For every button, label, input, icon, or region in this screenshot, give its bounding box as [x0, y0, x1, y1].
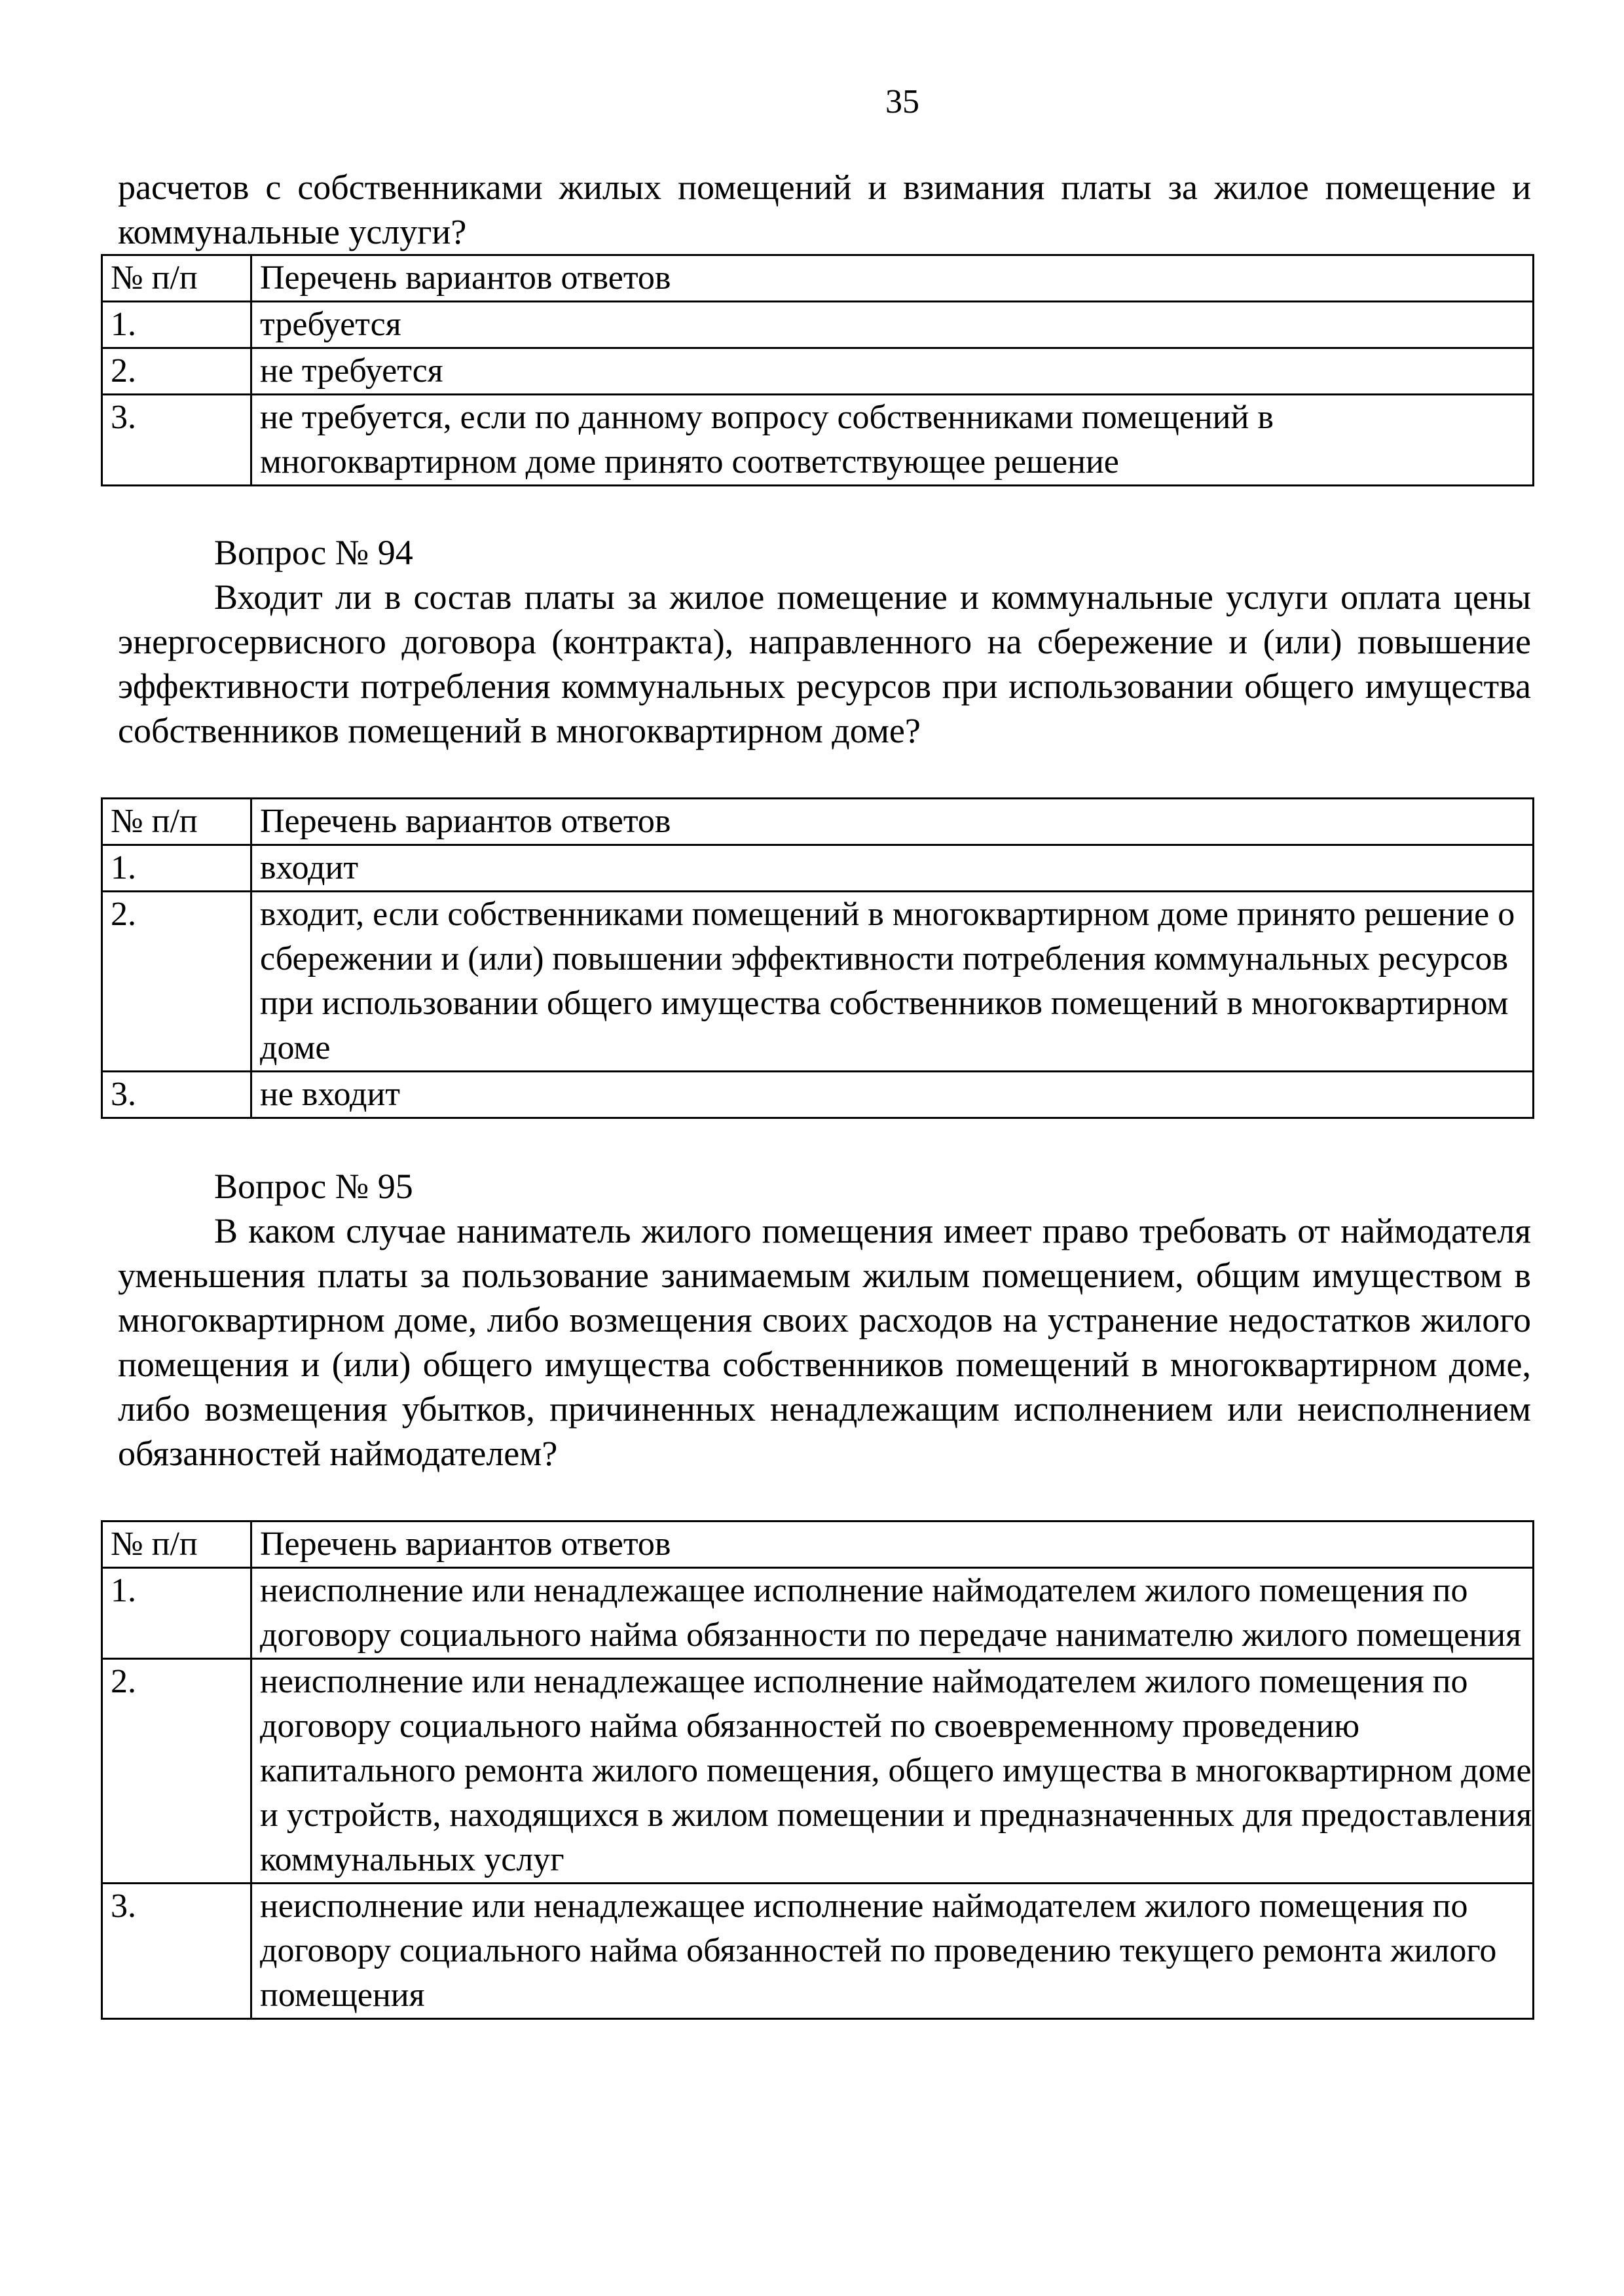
answer-option: не входит [251, 1072, 1534, 1118]
table-row [102, 1568, 1534, 1659]
answers-table-q93 [101, 254, 1534, 486]
intro-paragraph: расчетов с собственниками жилых помещений и взимания платы за жилое помещение и коммунальные услуги? [118, 168, 1531, 251]
answers-table-q95 [101, 1520, 1534, 2020]
table-row [102, 1072, 1534, 1118]
question-94-title: Вопрос № 94 [214, 533, 413, 572]
answer-option: не требуется, если по данному вопросу собственниками помещений в многоквартирном доме принято соответствующее решение [251, 395, 1534, 486]
table-row [102, 1659, 1534, 1884]
column-header-answers: Перечень вариантов ответов [251, 1522, 1534, 1568]
column-header-answers: Перечень вариантов ответов [251, 799, 1534, 845]
answers-table-q94 [101, 797, 1534, 1119]
answer-option: неисполнение или ненадлежащее исполнение наймодателем жилого помещения по договору социального найма обязанностей по своевременному проведению капитального ремонта жилого помещения, общего имущества в многоквартирном доме и устройств, находящихся в жилом помещении и предназначенных для предоставления коммунальных услуг [251, 1659, 1534, 1884]
answer-option: не требуется [251, 348, 1534, 395]
row-number: 1. [102, 845, 251, 892]
table-header-row [102, 255, 1534, 302]
table-row [102, 302, 1534, 348]
row-number: 1. [102, 302, 251, 348]
row-number: 3. [102, 1884, 251, 2019]
row-number: 3. [102, 395, 251, 486]
answer-option: требуется [251, 302, 1534, 348]
row-number: 2. [102, 1659, 251, 1884]
question-94-text: Входит ли в состав платы за жилое помещение и коммунальные услуги оплата цены энергосервисного договора (контракта), направленного на сбережение и (или) повышение эффективности потребления коммунальных ресурсов при использовании общего имущества собственников помещений в многоквартирном доме? [118, 577, 1531, 750]
table-row [102, 395, 1534, 486]
table-header-row [102, 1522, 1534, 1568]
table-row [102, 845, 1534, 892]
column-header-answers: Перечень вариантов ответов [251, 255, 1534, 302]
column-header-number: № п/п [102, 799, 251, 845]
table-row [102, 348, 1534, 395]
row-number: 3. [102, 1072, 251, 1118]
column-header-number: № п/п [102, 1522, 251, 1568]
row-number: 2. [102, 348, 251, 395]
answer-option: неисполнение или ненадлежащее исполнение наймодателем жилого помещения по договору социального найма обязанности по передаче нанимателю жилого помещения [251, 1568, 1534, 1659]
column-header-number: № п/п [102, 255, 251, 302]
table-header-row [102, 799, 1534, 845]
answer-option: входит, если собственниками помещений в многоквартирном доме принято решение о сбережении и (или) повышении эффективности потребления коммунальных ресурсов при использовании общего имущества собственников помещений в многоквартирном доме [251, 892, 1534, 1072]
answer-option: входит [251, 845, 1534, 892]
page-number: 35 [885, 83, 919, 120]
row-number: 1. [102, 1568, 251, 1659]
table-row [102, 1884, 1534, 2019]
row-number: 2. [102, 892, 251, 1072]
question-95-text: В каком случае наниматель жилого помещения имеет право требовать от наймодателя уменьшения платы за пользование занимаемым жилым помещением, общим имуществом в многоквартирном доме, либо возмещения своих расходов на устранение недостатков жилого помещения и (или) общего имущества собственников помещений в многоквартирном доме, либо возмещения убытков, причиненных ненадлежащим исполнением или неисполнением обязанностей наймодателем? [118, 1211, 1531, 1473]
question-95-title: Вопрос № 95 [214, 1167, 413, 1206]
answer-option: неисполнение или ненадлежащее исполнение наймодателем жилого помещения по договору социального найма обязанностей по проведению текущего ремонта жилого помещения [251, 1884, 1534, 2019]
table-row [102, 892, 1534, 1072]
